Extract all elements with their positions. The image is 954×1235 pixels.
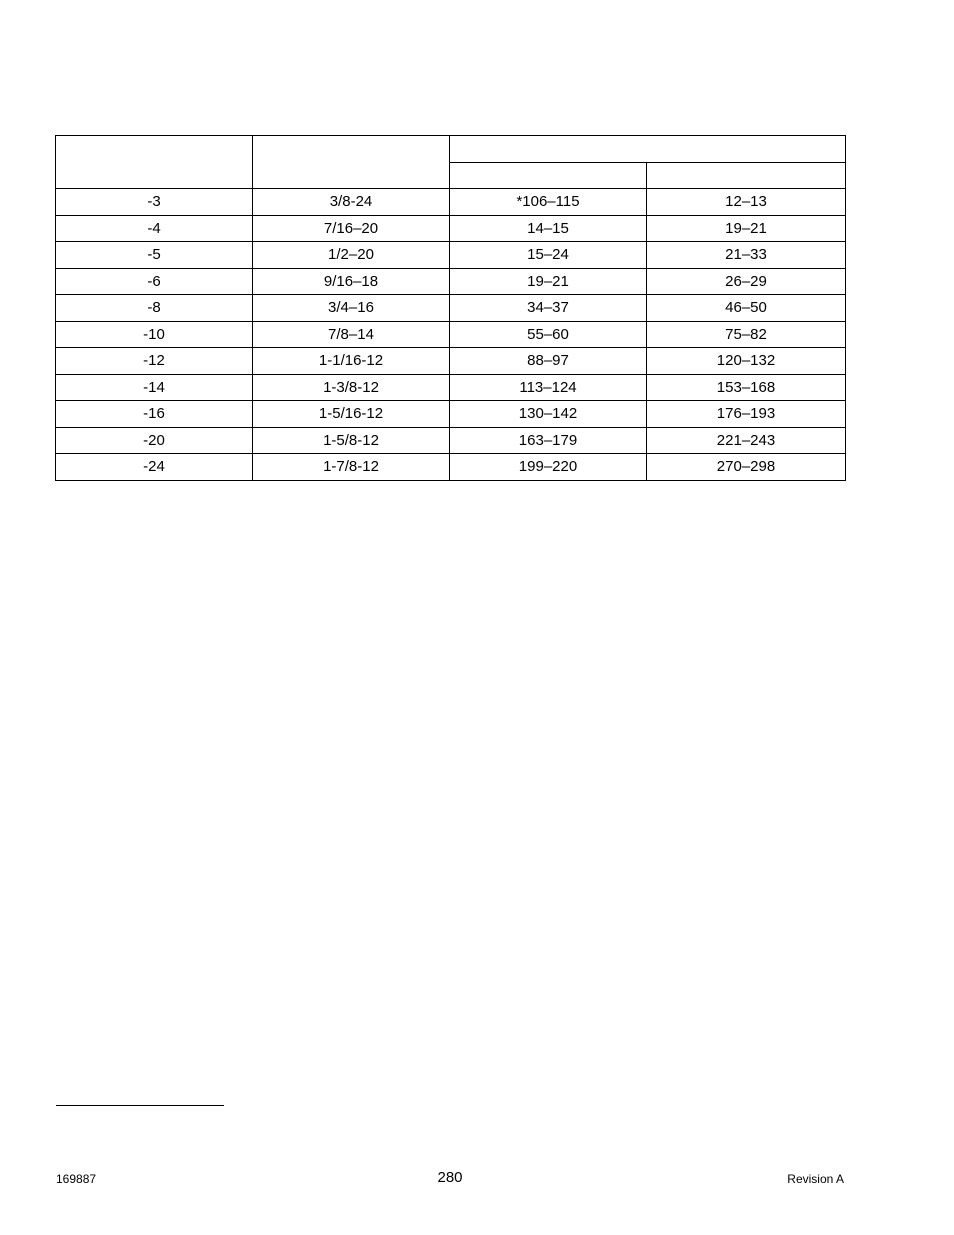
table-cell: 176–193: [647, 401, 846, 428]
table-cell: 34–37: [450, 295, 647, 322]
table-row: [56, 401, 846, 428]
table-row: [56, 242, 846, 269]
table-cell: 270–298: [647, 454, 846, 481]
table-cell: 12–13: [647, 189, 846, 216]
table-cell: 153–168: [647, 374, 846, 401]
table-row: [56, 215, 846, 242]
table-cell: -6: [56, 268, 253, 295]
torque-table: [55, 135, 846, 481]
table-cell: 46–50: [647, 295, 846, 322]
table-cell: 199–220: [450, 454, 647, 481]
revision-label: Revision A: [787, 1172, 844, 1186]
footnote-rule: [56, 1105, 224, 1106]
table-cell: 130–142: [450, 401, 647, 428]
table-cell: 120–132: [647, 348, 846, 375]
table-cell: 21–33: [647, 242, 846, 269]
table-cell: 15–24: [450, 242, 647, 269]
table-row: [56, 189, 846, 216]
page-number: 280: [437, 1169, 463, 1186]
table-cell: *106–115: [450, 189, 647, 216]
table-row: [56, 321, 846, 348]
table-cell: -8: [56, 295, 253, 322]
table-cell: 88–97: [450, 348, 647, 375]
table-cell: 14–15: [450, 215, 647, 242]
table-cell: 1-1/16-12: [253, 348, 450, 375]
table-row: [56, 268, 846, 295]
table-cell: 7/16–20: [253, 215, 450, 242]
table-cell: 26–29: [647, 268, 846, 295]
table-cell: 3/4–16: [253, 295, 450, 322]
table-row: [56, 454, 846, 481]
table-cell: 221–243: [647, 427, 846, 454]
table-cell: 19–21: [450, 268, 647, 295]
table-cell: -5: [56, 242, 253, 269]
table-cell: 113–124: [450, 374, 647, 401]
table-cell: 1-3/8-12: [253, 374, 450, 401]
table-cell: 9/16–18: [253, 268, 450, 295]
header-cell-thread-size: [253, 136, 450, 189]
table-cell: 3/8-24: [253, 189, 450, 216]
table-cell: -12: [56, 348, 253, 375]
table-cell: -3: [56, 189, 253, 216]
header-row-top: [56, 136, 846, 163]
table-cell: -10: [56, 321, 253, 348]
doc-number: 169887: [56, 1172, 97, 1186]
table-cell: -4: [56, 215, 253, 242]
table-cell: -14: [56, 374, 253, 401]
table-cell: 7/8–14: [253, 321, 450, 348]
table-row: [56, 348, 846, 375]
header-cell-torque: [450, 136, 846, 163]
header-cell-dash-size: [56, 136, 253, 189]
table-row: [56, 295, 846, 322]
table-cell: 19–21: [647, 215, 846, 242]
table-row: [56, 427, 846, 454]
table-cell: 75–82: [647, 321, 846, 348]
table-cell: 1/2–20: [253, 242, 450, 269]
header-cell-torque-unit-2: [647, 162, 846, 189]
table-cell: -24: [56, 454, 253, 481]
table-cell: 1-5/16-12: [253, 401, 450, 428]
table-cell: 1-7/8-12: [253, 454, 450, 481]
table-cell: 55–60: [450, 321, 647, 348]
table-cell: -20: [56, 427, 253, 454]
header-cell-torque-unit-1: [450, 162, 647, 189]
table-cell: 1-5/8-12: [253, 427, 450, 454]
table-cell: -16: [56, 401, 253, 428]
table-row: [56, 374, 846, 401]
table-body: [56, 136, 846, 481]
table-cell: 163–179: [450, 427, 647, 454]
